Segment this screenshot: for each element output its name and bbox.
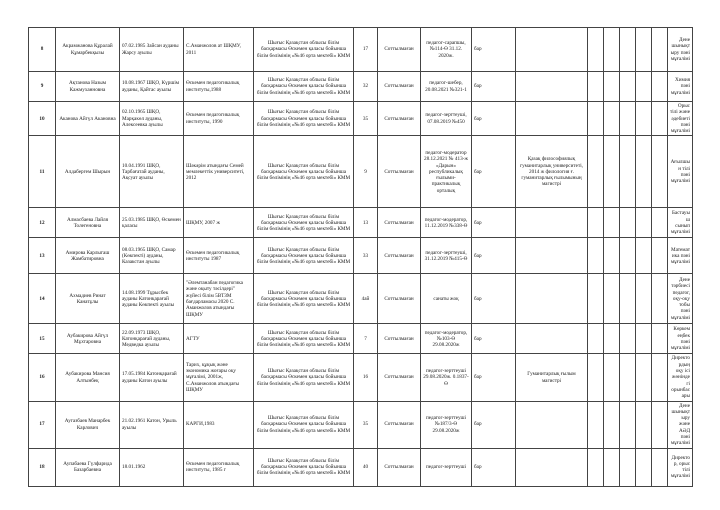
empty-cell bbox=[636, 136, 652, 208]
qualification: педагог-зерттеуші, 31.12.2019 №415-Ө bbox=[421, 238, 472, 274]
flag-value: бар bbox=[472, 274, 516, 324]
flag-value: бар bbox=[472, 401, 516, 448]
empty-cell bbox=[588, 102, 604, 136]
row-number: 15 bbox=[29, 324, 56, 354]
workplace: Шығыс Қазақстан облысы білім басқармасы Өскемен қаласы бойынша білім бөлімінің «№46 орта мектебі» КММ bbox=[254, 238, 354, 274]
experience-years: 35 bbox=[354, 102, 378, 136]
empty-cell bbox=[636, 448, 652, 486]
empty-cell bbox=[588, 354, 604, 401]
education: ШҚМУ, 2007 ж bbox=[184, 208, 254, 238]
position: Бастауыш сынып мұғалімі bbox=[668, 208, 693, 238]
conviction-status: Соттылмаған bbox=[378, 401, 421, 448]
row-number: 13 bbox=[29, 238, 56, 274]
extra-info bbox=[516, 448, 588, 486]
flag-value: бар bbox=[472, 238, 516, 274]
education: Өскемен педагогикалық институты,1988 bbox=[184, 72, 254, 102]
conviction-status: Соттылмаған bbox=[378, 238, 421, 274]
birth-info: 17.05.1984 Катонқарағай ауданы Катон ауылы bbox=[120, 354, 184, 401]
empty-cell bbox=[636, 102, 652, 136]
table-row bbox=[29, 102, 693, 136]
empty-cell bbox=[652, 72, 668, 102]
conviction-status: Соттылмаған bbox=[378, 208, 421, 238]
row-number: 9 bbox=[29, 72, 56, 102]
birth-info: 25.03.1985 ШҚО, Өскемен қаласы bbox=[120, 208, 184, 238]
empty-cell bbox=[604, 72, 620, 102]
experience-years: 7 bbox=[354, 324, 378, 354]
qualification: педагог-модератор 28.12.2021 № 413-ж «Дарын» республикалық ғылыми-практикалық орталық bbox=[421, 136, 472, 208]
row-number: 12 bbox=[29, 208, 56, 238]
conviction-status: Соттылмаған bbox=[378, 136, 421, 208]
empty-cell bbox=[620, 238, 636, 274]
extra-info bbox=[516, 324, 588, 354]
experience-years: 40 bbox=[354, 448, 378, 486]
position: Директордың оқу ісі жөніндегі орынбасары bbox=[668, 354, 693, 401]
empty-cell bbox=[652, 324, 668, 354]
workplace: Шығыс Қазақстан облысы білім басқармасы Өскемен қаласы бойынша білім бөлімінің «№46 орта мектебі» КММ bbox=[254, 102, 354, 136]
flag-value: бар bbox=[472, 28, 516, 72]
row-number: 18 bbox=[29, 448, 56, 486]
row-number: 14 bbox=[29, 274, 56, 324]
table-row bbox=[29, 72, 693, 102]
table-row bbox=[29, 136, 693, 208]
empty-cell bbox=[636, 274, 652, 324]
workplace: Шығыс Қазақстан облысы білім басқармасы Өскемен қаласы бойынша білім бөлімінің «№46 орта мектебі» КММ bbox=[254, 72, 354, 102]
table-row bbox=[29, 324, 693, 354]
flag-value: бар bbox=[472, 354, 516, 401]
empty-cell bbox=[620, 354, 636, 401]
flag-value: бар bbox=[472, 324, 516, 354]
birth-info: 07.02.1985 Зайсан ауданы Жарсу ауылы bbox=[120, 28, 184, 72]
qualification: педагог-зерттеуші, 07.08.2019 №450 bbox=[421, 102, 472, 136]
workplace: Шығыс Қазақстан облысы білім басқармасы Өскемен қаласы бойынша білім бөлімінің «№46 орта мектебі» КММ bbox=[254, 448, 354, 486]
table-row bbox=[29, 401, 693, 448]
education: Тарих, құқық және экономика жоғары оқу мұғалімі, 2001ж, С.Аманжолов атындағы ШҚМУ bbox=[184, 354, 254, 401]
empty-cell bbox=[652, 102, 668, 136]
conviction-status: Соттылмаған bbox=[378, 448, 421, 486]
full-name: Аупабаева Гүлфарида Базарбаевна bbox=[56, 448, 120, 486]
extra-info bbox=[516, 72, 588, 102]
position: Дене шынықтыру пәні мұғалімі bbox=[668, 28, 693, 72]
qualification: педагог-шебер, 20.08.2021 №321-1 bbox=[421, 72, 472, 102]
workplace: Шығыс Қазақстан облысы білім басқармасы Өскемен қаласы бойынша білім бөлімінің «№46 орта мектебі» КММ bbox=[254, 324, 354, 354]
empty-cell bbox=[652, 28, 668, 72]
birth-info: 08.03.1965 ШҚО, Самар (Көкпекті) ауданы, Казакстан ауылы bbox=[120, 238, 184, 274]
empty-cell bbox=[636, 354, 652, 401]
position: Директор, орыс тілі мұғалімі bbox=[668, 448, 693, 486]
education: С.Аманжолов ат ШҚМУ, 2011 bbox=[184, 28, 254, 72]
position: Орыс тілі және әдебиеті пәні мұғалімі bbox=[668, 102, 693, 136]
extra-info bbox=[516, 238, 588, 274]
empty-cell bbox=[604, 274, 620, 324]
empty-cell bbox=[604, 208, 620, 238]
position: Ағылшын тілі пәні мұғалімі bbox=[668, 136, 693, 208]
education: КАРГИ,1983 bbox=[184, 401, 254, 448]
empty-cell bbox=[604, 102, 620, 136]
education: "Әлемтанабан педагогика және оқыту тәсілдері" жүйесі білім 5ВТЗМ бағдарламасы 2020 С. Аманжолов атындағы ШҚМУ bbox=[184, 274, 254, 324]
row-number: 11 bbox=[29, 136, 56, 208]
empty-cell bbox=[636, 28, 652, 72]
position: Дене шынықтыру және АӘД пәні мұғалімі bbox=[668, 401, 693, 448]
empty-cell bbox=[652, 274, 668, 324]
full-name: Аубакирова Айгүл Мұхтаровна bbox=[56, 324, 120, 354]
extra-info bbox=[516, 102, 588, 136]
birth-info: 22.09.1973 ШҚО, Катонқарағай ауданы, Медведка ауылы bbox=[120, 324, 184, 354]
full-name: Аканова Айгүл Акановна bbox=[56, 102, 120, 136]
extra-info bbox=[516, 401, 588, 448]
empty-cell bbox=[636, 72, 652, 102]
experience-years: 35 bbox=[354, 401, 378, 448]
empty-cell bbox=[588, 136, 604, 208]
extra-info: Қазақ философиялық гуманитарлық университеті, 2014 ж филология ғ. гуманитарлық ғылымының магистрі bbox=[516, 136, 588, 208]
table-row bbox=[29, 274, 693, 324]
workplace: Шығыс Қазақстан облысы білім басқармасы Өскемен қаласы бойынша білім бөлімінің «№46 орта мектебі» КММ bbox=[254, 274, 354, 324]
full-name: Аубакирова Мансия Алтынбеқ bbox=[56, 354, 120, 401]
position: Көркем еңбек пәні мұғалімі bbox=[668, 324, 693, 354]
education: Шәкәрім атындағы Семей мемлекеттік университеті, 2012 bbox=[184, 136, 254, 208]
birth-info: 10.08.1967 ШҚО, Күршім ауданы, Қайтас ауылы bbox=[120, 72, 184, 102]
table-row bbox=[29, 238, 693, 274]
qualification: педагог-модератор, №103-Ө 29.08.2020ж bbox=[421, 324, 472, 354]
empty-cell bbox=[604, 448, 620, 486]
empty-cell bbox=[588, 448, 604, 486]
birth-info: 21.02.1961 Катон, Урыль ауылы bbox=[120, 401, 184, 448]
birth-info: 18.01.1962 bbox=[120, 448, 184, 486]
empty-cell bbox=[588, 208, 604, 238]
full-name: Акрамжанова Құралай Құмарбекқызы bbox=[56, 28, 120, 72]
full-name: Алмасбаева Лайля Толегеновна bbox=[56, 208, 120, 238]
empty-cell bbox=[604, 238, 620, 274]
flag-value: бар bbox=[472, 448, 516, 486]
education: Өскемен педагогикалық институты 1987 bbox=[184, 238, 254, 274]
row-number: 17 bbox=[29, 401, 56, 448]
qualification: педагог-зерттеуші bbox=[421, 448, 472, 486]
empty-cell bbox=[636, 401, 652, 448]
experience-years: 17 bbox=[354, 28, 378, 72]
conviction-status: Соттылмаған bbox=[378, 354, 421, 401]
experience-years: 16 bbox=[354, 354, 378, 401]
table-row bbox=[29, 448, 693, 486]
extra-info: Гуманитарлық ғылым магистрі bbox=[516, 354, 588, 401]
empty-cell bbox=[652, 208, 668, 238]
table-row bbox=[29, 28, 693, 72]
empty-cell bbox=[652, 401, 668, 448]
extra-info bbox=[516, 208, 588, 238]
qualification: педагог-модератор, 11.12.2019 №338-Ө bbox=[421, 208, 472, 238]
conviction-status: Соттылмаған bbox=[378, 72, 421, 102]
empty-cell bbox=[620, 102, 636, 136]
full-name: Ақтанова Назым Кажмуханновна bbox=[56, 72, 120, 102]
empty-cell bbox=[588, 28, 604, 72]
empty-cell bbox=[652, 448, 668, 486]
education: Өскемен педагогикалық институты, 1990 bbox=[184, 102, 254, 136]
empty-cell bbox=[604, 354, 620, 401]
conviction-status: Соттылмаған bbox=[378, 28, 421, 72]
empty-cell bbox=[620, 324, 636, 354]
empty-cell bbox=[588, 401, 604, 448]
education: Өскемен педагогикалық институты, 1985 г bbox=[184, 448, 254, 486]
table-row bbox=[29, 208, 693, 238]
empty-cell bbox=[620, 401, 636, 448]
experience-years: 13 bbox=[354, 208, 378, 238]
position: Химия пәні мұғалімі bbox=[668, 72, 693, 102]
conviction-status: Соттылмаған bbox=[378, 102, 421, 136]
birth-info: 02.10.1965 ШҚО, Марқакөл ауданы, Алексеевка ауылы bbox=[120, 102, 184, 136]
empty-cell bbox=[620, 136, 636, 208]
empty-cell bbox=[620, 274, 636, 324]
conviction-status: Соттылмаған bbox=[378, 324, 421, 354]
birth-info: 10.04.1991 ШҚО, Тарбағатай ауданы, Ақсуат ауылы bbox=[120, 136, 184, 208]
flag-value: бар bbox=[472, 72, 516, 102]
workplace: Шығыс Қазақстан облысы білім басқармасы Өскемен қаласы бойынша білім бөлімінің «№46 орта мектебі» КММ bbox=[254, 28, 354, 72]
empty-cell bbox=[604, 324, 620, 354]
qualification: педагог-зерттеуші №187/3-Ө 29.08.2020ж bbox=[421, 401, 472, 448]
empty-cell bbox=[604, 401, 620, 448]
empty-cell bbox=[620, 72, 636, 102]
empty-cell bbox=[588, 72, 604, 102]
flag-value: бар bbox=[472, 208, 516, 238]
birth-info: 14.08.1999 Тұрысбек ауданы Катонқарағай ауданы Көкпекті ауылы bbox=[120, 274, 184, 324]
empty-cell bbox=[604, 28, 620, 72]
full-name: Ахмадиев Ринат Канатұлы bbox=[56, 274, 120, 324]
row-number: 16 bbox=[29, 354, 56, 401]
empty-cell bbox=[652, 238, 668, 274]
flag-value: бар bbox=[472, 136, 516, 208]
empty-cell bbox=[604, 136, 620, 208]
qualification: санаты жоқ bbox=[421, 274, 472, 324]
row-number: 10 bbox=[29, 102, 56, 136]
empty-cell bbox=[588, 324, 604, 354]
empty-cell bbox=[620, 28, 636, 72]
empty-cell bbox=[636, 208, 652, 238]
empty-cell bbox=[652, 354, 668, 401]
education: АГТУ bbox=[184, 324, 254, 354]
empty-cell bbox=[636, 238, 652, 274]
workplace: Шығыс Қазақстан облысы білім басқармасы Өскемен қаласы бойынша білім бөлімінің «№46 орта мектебі» КММ bbox=[254, 401, 354, 448]
empty-cell bbox=[636, 324, 652, 354]
experience-years: 4ай bbox=[354, 274, 378, 324]
extra-info bbox=[516, 274, 588, 324]
full-name: Алдабергем Шырын bbox=[56, 136, 120, 208]
empty-cell bbox=[588, 238, 604, 274]
flag-value: бар bbox=[472, 102, 516, 136]
experience-years: 32 bbox=[354, 72, 378, 102]
empty-cell bbox=[620, 208, 636, 238]
empty-cell bbox=[620, 448, 636, 486]
workplace: Шығыс Қазақстан облысы білім басқармасы Өскемен қаласы бойынша білім бөлімінің «№46 орта мектебі» КММ bbox=[254, 354, 354, 401]
conviction-status: Соттылмаған bbox=[378, 274, 421, 324]
experience-years: 9 bbox=[354, 136, 378, 208]
empty-cell bbox=[588, 274, 604, 324]
extra-info bbox=[516, 28, 588, 72]
workplace: Шығыс Қазақстан облысы білім басқармасы Өскемен қаласы бойынша білім бөлімінің «№46 орта мектебі» КММ bbox=[254, 136, 354, 208]
table-row bbox=[29, 354, 693, 401]
full-name: Аугазбаев Манарбек Карлович bbox=[56, 401, 120, 448]
qualification: педагог-зерттеуші 29.08.2020ж. 0.1837-Ө bbox=[421, 354, 472, 401]
empty-cell bbox=[652, 136, 668, 208]
qualification: педагог-сарапшы, №114-Ө 31.12. 2020ж. bbox=[421, 28, 472, 72]
row-number: 8 bbox=[29, 28, 56, 72]
full-name: Амирова Карлыгаш Жамбатировна bbox=[56, 238, 120, 274]
workplace: Шығыс Қазақстан облысы білім басқармасы Өскемен қаласы бойынша білім бөлімінің «№46 орта мектебі» КММ bbox=[254, 208, 354, 238]
position: Дене тәрбиесі педагог, оқу-оқу тобы пәні мұғалімі bbox=[668, 274, 693, 324]
experience-years: 33 bbox=[354, 238, 378, 274]
staff-table bbox=[28, 27, 693, 487]
position: Математика пәні мұғалімі bbox=[668, 238, 693, 274]
